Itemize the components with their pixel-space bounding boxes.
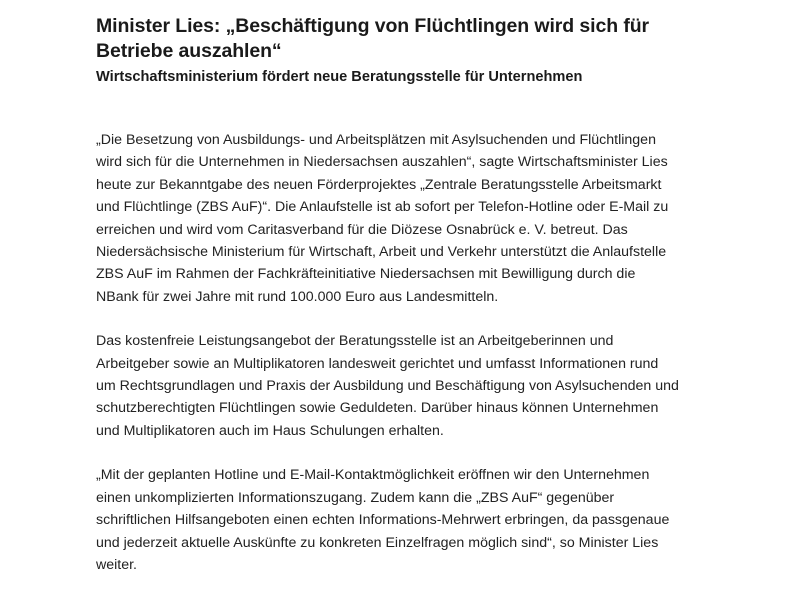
page-subtitle: Wirtschaftsministerium fördert neue Beratungsstelle für Unternehmen (96, 69, 583, 85)
paragraph-line: Arbeitgeber sowie an Multiplikatoren landesweit gerichtet und umfasst Informationen rund (96, 355, 659, 372)
paragraph-line: und Flüchtlinge (ZBS AuF)“. Die Anlaufstelle ist ab sofort per Telefon-Hotline oder E-Mail zu (96, 199, 669, 216)
paragraph-line: Das kostenfreie Leistungsangebot der Beratungsstelle ist an Arbeitgeberinnen und (96, 333, 614, 350)
paragraph-line: und jederzeit aktuelle Auskünfte zu konkreten Einzelfragen möglich sind“, so Minister Lies (96, 534, 659, 551)
paragraph-line: „Mit der geplanten Hotline und E-Mail-Kontaktmöglichkeit eröffnen wir den Unternehmen (96, 467, 650, 484)
paragraph-line: um Rechtsgrundlagen und Praxis der Ausbildung und Beschäftigung von Asylsuchenden und (96, 378, 679, 395)
document-page (96, 14, 716, 598)
paragraph-3 (96, 464, 716, 576)
paragraph-2 (96, 330, 716, 442)
paragraph-line: einen unkomplizierten Informationszugang. Zudem kann die „ZBS AuF“ gegenüber (96, 489, 615, 506)
paragraph-line: erreichen und wird vom Caritasverband für die Diözese Osnabrück e. V. betreut. Das (96, 221, 628, 238)
paragraph-line: ZBS AuF im Rahmen der Fachkräfteinitiative Niedersachsen mit Bewilligung durch die (96, 266, 636, 283)
paragraph-line: „Die Besetzung von Ausbildungs- und Arbeitsplätzen mit Asylsuchenden und Flüchtlingen (96, 132, 656, 148)
title-line-2: Betriebe auszahlen“ (96, 40, 282, 62)
paragraph-line: Niedersächsische Ministerium für Wirtschaft, Arbeit und Verkehr unterstützt die Anlaufstelle (96, 244, 667, 261)
paragraph-line: schriftlichen Hilfsangeboten einen echten Informations-Mehrwert erbringen, da passgenaue (96, 512, 670, 529)
paragraph-line: schutzberechtigten Flüchtlingen sowie Geduldeten. Darüber hinaus können Unternehmen (96, 400, 659, 417)
body-text (96, 129, 716, 576)
page-title (96, 14, 716, 64)
paragraph-line: weiter. (96, 556, 138, 573)
paragraph-line: NBank für zwei Jahre mit rund 100.000 Euro aus Landesmitteln. (96, 288, 499, 305)
title-line-1: Minister Lies: „Beschäftigung von Flüchtlingen wird sich für (96, 15, 650, 37)
paragraph-1 (96, 129, 716, 308)
paragraph-line: und Multiplikatoren auch im Haus Schulungen erhalten. (96, 422, 444, 439)
paragraph-line: wird sich für die Unternehmen in Niedersachsen auszahlen“, sagte Wirtschaftsminister Lies (96, 154, 668, 171)
paragraph-line: heute zur Bekanntgabe des neuen Förderprojektes „Zentrale Beratungsstelle Arbeitsmarkt (96, 176, 662, 193)
